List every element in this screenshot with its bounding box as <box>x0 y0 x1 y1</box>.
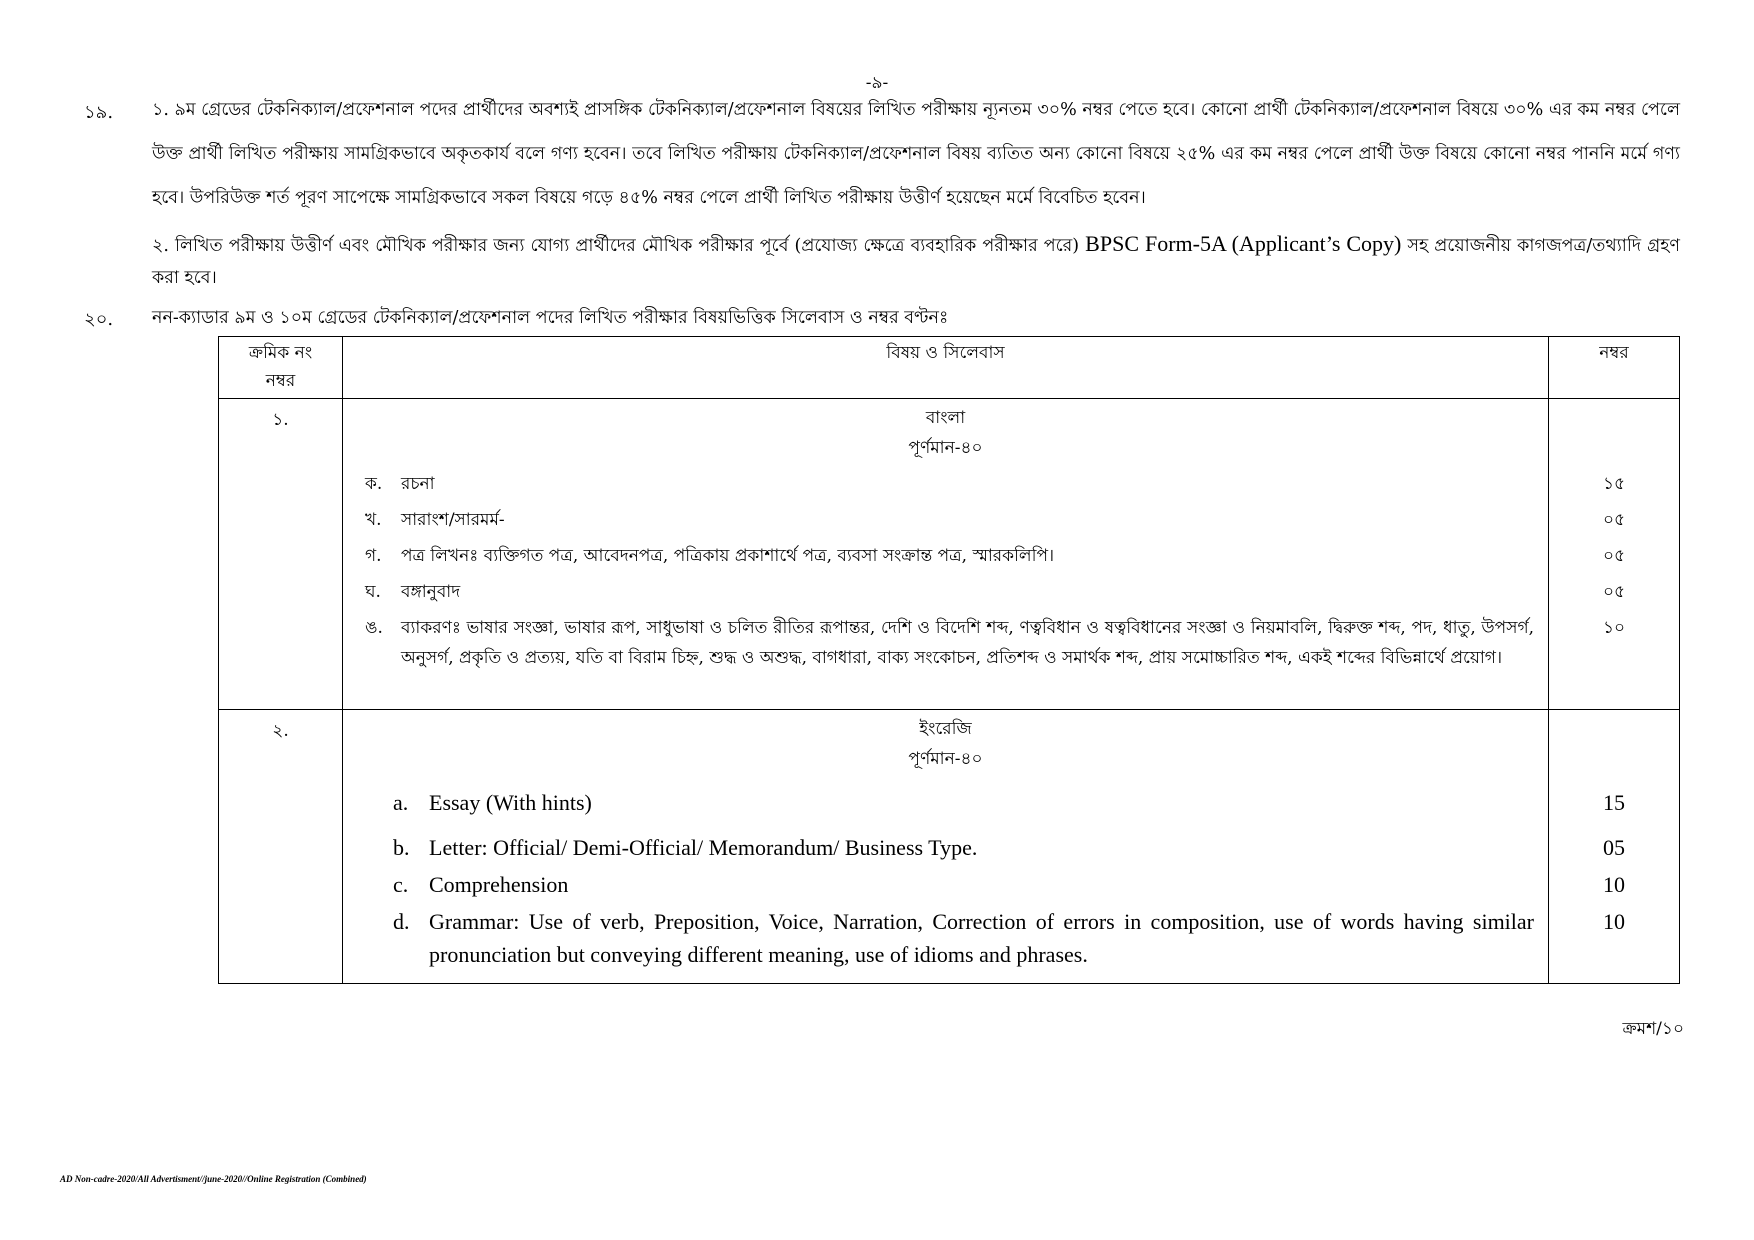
marks-value: ১০ <box>1602 618 1626 638</box>
marks-list <box>1549 786 1679 938</box>
row-marks-cell <box>1549 399 1680 710</box>
table-row <box>219 399 1680 710</box>
list-item: c. Comprehension <box>393 872 569 897</box>
marks-value: ১৫ <box>1602 474 1626 494</box>
para2-text-after: সহ প্রয়োজনীয় কাগজপত্র/তথ্যাদি গ্রহণ করা হবে। <box>152 236 1680 288</box>
list-item: a. Essay (With hints) <box>393 790 592 815</box>
list-item: গ. পত্র লিখনঃ ব্যক্তিগত পত্র, আবেদনপত্র, পত্রিকায় প্রকাশার্থে পত্র, ব্যবসা সংক্রান্ত পত্র, স্মারকলিপি। <box>365 546 1055 566</box>
syllabus-table <box>218 336 1680 984</box>
header-subject: বিষয় ও সিলেবাস <box>343 337 1549 399</box>
marks-value: 10 <box>1603 872 1625 897</box>
list-item: b. Letter: Official/ Demi-Official/ Memorandum/ Business Type. <box>393 835 978 860</box>
header-marks: নম্বর <box>1549 337 1680 399</box>
list-item: ক. রচনা <box>365 474 435 494</box>
marks-value: ০৫ <box>1602 582 1626 602</box>
section-20-number: ২০. <box>84 309 114 330</box>
subject-title: ইংরেজি <box>919 719 972 739</box>
page-number: -৯- <box>865 73 889 93</box>
row-serial: ১. <box>219 399 343 710</box>
marks-value: 15 <box>1603 790 1625 815</box>
list-item: খ. সারাংশ/সারমর্ম- <box>365 510 505 530</box>
marks-value: ০৫ <box>1602 510 1626 530</box>
marks-list <box>1549 469 1679 643</box>
form-reference: BPSC Form-5A (Applicant’s Copy) <box>1085 231 1402 256</box>
subject-full-marks: পূর্ণমান-৪০ <box>908 438 983 458</box>
header-serial: ক্রমিক নং নম্বর <box>219 337 343 399</box>
syllabus-items <box>343 786 1548 971</box>
marks-value: 10 <box>1603 909 1625 934</box>
subject-title: বাংলা <box>925 408 966 428</box>
syllabus-items <box>343 469 1548 673</box>
footer-reference: AD Non-cadre-2020/All Advertisment//june-2020//Online Registration (Combined) <box>60 1174 367 1184</box>
table-header-row <box>219 337 1680 399</box>
section-19-number: ১৯. <box>84 102 114 123</box>
list-item: ঙ. ব্যাকরণঃ ভাষার সংজ্ঞা, ভাষার রূপ, সাধুভাষা ও চলিত রীতির রূপান্তর, দেশি ও বিদেশি শব্দ, ণত্ববিধান ও ষত্ববিধানের সংজ্ঞা ও নিয়মাবলি, দ্বিরুক্ত শব্দ, পদ, ধাতু, উপসর্গ, অনুসর্গ, প্রকৃতি ও প্রত্যয়, যতি বা বিরাম চিহ্ন, শুদ্ধ ও অশুদ্ধ, বাগধারা, বাক্য সংকোচন, প্রতিশব্দ ও সমার্থক শব্দ, প্রায় সমোচ্চারিত শব্দ, একই শব্দের বিভিন্নার্থে প্রয়োগ। <box>365 618 1534 668</box>
marks-value: 05 <box>1603 835 1625 860</box>
list-item: ঘ. বঙ্গানুবাদ <box>365 582 461 602</box>
section-19-paragraph-1: ১. ৯ম গ্রেডের টেকনিক্যাল/প্রফেশনাল পদের প্রার্থীদের অবশ্যই প্রাসঙ্গিক টেকনিক্যাল/প্রফেশনাল বিষয়ের লিখিত পরীক্ষায় ন্যূনতম ৩০% নম্বর পেতে হবে। কোনো প্রার্থী টেকনিক্যাল/প্রফেশনাল বিষয়ে ৩০% এর কম নম্বর পেলে উক্ত প্রার্থী লিখিত পরীক্ষায় সামগ্রিকভাবে অকৃতকার্য বলে গণ্য হবেন। তবে লিখিত পরীক্ষায় টেকনিক্যাল/প্রফেশনাল বিষয় ব্যতিত অন্য কোনো বিষয়ে ২৫% এর কম নম্বর পেলে প্রার্থী উক্ত বিষয়ে কোনো নম্বর পাননি মর্মে গণ্য হবে। উপরিউক্ত শর্ত পূরণ সাপেক্ষে সামগ্রিকভাবে সকল বিষয়ে গড়ে ৪৫% নম্বর পেলে প্রার্থী লিখিত পরীক্ষায় উত্তীর্ণ হয়েছেন মর্মে বিবেচিত হবেন। <box>152 100 1680 208</box>
subject-full-marks: পূর্ণমান-৪০ <box>908 749 983 769</box>
marks-value: ০৫ <box>1602 546 1626 566</box>
list-item: d. Grammar: Use of verb, Preposition, Voice, Narration, Correction of errors in composition, use of words having similar pronunciation but conveying different meaning, use of idioms and phrases. <box>393 909 1534 967</box>
section-20-heading: নন-ক্যাডার ৯ম ও ১০ম গ্রেডের টেকনিক্যাল/প্রফেশনাল পদের লিখিত পরীক্ষার বিষয়ভিত্তিক সিলেবাস ও নম্বর বণ্টনঃ <box>152 308 949 328</box>
section-19-paragraph-2 <box>152 228 1680 294</box>
para2-text-before: ২. লিখিত পরীক্ষায় উত্তীর্ণ এবং মৌখিক পরীক্ষার জন্য যোগ্য প্রার্থীদের মৌখিক পরীক্ষার পূর্বে (প্রযোজ্য ক্ষেত্রে ব্যবহারিক পরীক্ষার পরে) <box>152 236 1086 256</box>
continued-note: ক্রমশ/১০ <box>1622 1019 1684 1039</box>
row-serial: ২. <box>219 710 343 984</box>
row-subject-cell <box>343 399 1549 710</box>
table-row <box>219 710 1680 984</box>
row-subject-cell <box>343 710 1549 984</box>
row-marks-cell <box>1549 710 1680 984</box>
